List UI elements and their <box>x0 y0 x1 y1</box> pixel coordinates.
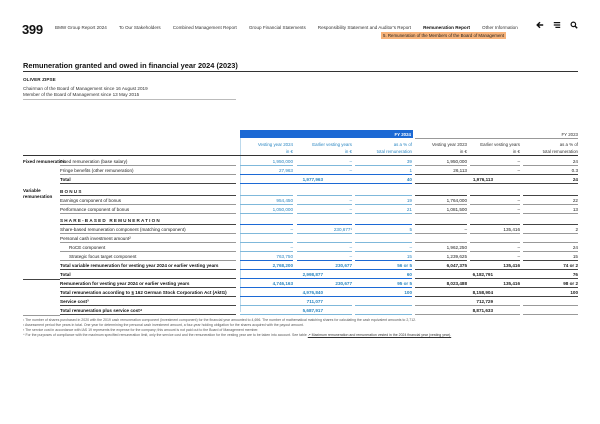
nav-link-management-report[interactable]: Combined Management Report <box>172 25 237 30</box>
table-row-total-fixed <box>60 175 578 184</box>
col-header-pct-2023 <box>523 141 578 155</box>
row-label: Fixed remuneration (base salary) <box>60 158 128 164</box>
row-label: Share-based remuneration component (matching component) <box>60 226 186 232</box>
toolbar-icons <box>536 21 578 29</box>
cell-vesting-2024: 27,963 <box>278 167 293 173</box>
cell-vesting-2023: 1,239,625 <box>446 253 467 259</box>
cell-earlier-2023: – <box>517 167 520 173</box>
table-bottom-rule <box>23 315 60 316</box>
footnote-3: ³ The service cost in accordance with IAS 19 represents the expense for the company; this amount is not paid out to the Board of Management member. <box>23 328 259 332</box>
cell-vesting-2024: – <box>290 226 293 232</box>
fy-prior-label: FY 2023 <box>561 131 578 137</box>
cell-earlier-2023: 135,416 <box>503 280 520 286</box>
cell-pct-2023: 76 <box>572 271 578 277</box>
cell-pct-2024: 1 <box>409 167 412 173</box>
cell-vesting-2024: 954,450 <box>276 197 293 203</box>
cell-vesting-2024: 1,950,000 <box>272 158 293 164</box>
cell-pct-2023: 2 <box>575 226 578 232</box>
cell-earlier-2023: – <box>517 197 520 203</box>
row-label: Earnings component of bonus <box>60 197 122 203</box>
cell-rule <box>355 314 412 315</box>
col-header-line2: in € <box>285 149 293 155</box>
cell-earlier-2024: 230,677 <box>335 262 352 268</box>
row-rule <box>60 314 236 315</box>
cell-vesting-2024-total: 2,998,877 <box>302 271 323 277</box>
row-rule <box>60 213 236 214</box>
table-subhead-bonus <box>60 187 578 196</box>
cell-earlier-2023: – <box>517 158 520 164</box>
cell-pct-2023: 24 <box>572 244 578 250</box>
cell-vesting-2023: 1,764,000 <box>446 197 467 203</box>
table-row-performance-bonus <box>60 205 578 214</box>
nav-link-financial-statements[interactable]: Group Financial Statements <box>248 25 306 30</box>
cell-pct-2023: 24 <box>572 158 578 164</box>
col-header-pct-2024 <box>355 141 412 155</box>
cell-earlier-2024: – <box>349 167 352 173</box>
cell-vesting-2024: 1,050,000 <box>272 206 293 212</box>
footnote-2: ² Assessment period five years in total. One year for determining the personal cash investment amount, a four-year holding obligation for the shares acquired with the payout amount. <box>23 323 304 327</box>
row-rule <box>60 183 236 184</box>
cell-earlier-2024: – <box>349 253 352 259</box>
cell-pct-2023: 13 <box>572 206 578 212</box>
fy-current-header <box>240 130 413 138</box>
cell-rule <box>415 183 578 184</box>
col-header-line1: Vesting year 2023 <box>431 142 467 147</box>
cell-rule <box>523 213 578 214</box>
back-arrow-icon[interactable] <box>536 21 544 29</box>
row-label: Service cost³ <box>60 298 89 304</box>
row-label: Total <box>60 176 71 182</box>
table-row-total-plus-service-cost <box>60 306 578 315</box>
col-header-vesting-2024 <box>240 141 293 155</box>
col-header-vesting-2023 <box>415 141 467 155</box>
cell-vesting-2023: 1,950,000 <box>446 158 467 164</box>
cell-rule <box>355 213 412 214</box>
table-row-matching-component <box>60 225 578 234</box>
cell-earlier-2023: 135,416 <box>503 226 520 232</box>
table-row-total-variable <box>60 261 578 270</box>
cell-vesting-2024-total: 711,077 <box>306 298 323 304</box>
cell-pct-2024: 21 <box>406 206 412 212</box>
cell-vesting-2023-total: 712,729 <box>476 298 493 304</box>
cell-earlier-2023: 135,416 <box>503 262 520 268</box>
cell-rule <box>415 213 467 214</box>
cell-pct-2023: 0.3 <box>571 167 578 173</box>
search-icon[interactable] <box>570 21 578 29</box>
cell-pct-2024: 95 or 5 <box>397 280 412 286</box>
variable-group-rule <box>23 279 60 280</box>
row-label: Personal cash investment amount² <box>60 235 131 241</box>
cell-earlier-2023: – <box>517 244 520 250</box>
cell-rule <box>415 314 520 315</box>
cell-vesting-2024: – <box>290 244 293 250</box>
cell-earlier-2024: – <box>349 206 352 212</box>
table-row-total-aktg <box>60 288 578 297</box>
col-header-line1: as a % of <box>559 142 578 147</box>
footnote-1: ¹ The number of shares purchased in 2020 with the 2019 cash remuneration component (investment component) for the financial year amounted to 4,696. The number of mathematical matching shares for calculating the cash equivalent amounts to 2,712. <box>23 318 417 322</box>
nav-link-other-information[interactable]: Other Information <box>482 25 518 30</box>
cell-pct-2023: 24 <box>572 176 578 182</box>
row-label: Total remuneration plus service cost⁴ <box>60 307 143 313</box>
cell-earlier-2023: – <box>517 253 520 259</box>
member-role-chairman: Chairman of the Board of Management since 16 August 2019 <box>23 86 148 91</box>
nav-link-stakeholders[interactable]: To Our Stakeholders <box>118 25 161 30</box>
col-header-line2: total remuneration <box>542 149 578 155</box>
header-bottom-rule <box>23 155 578 156</box>
cell-pct-2023: 74 or 2 <box>563 262 578 268</box>
table-row-earnings-bonus <box>60 196 578 205</box>
table-row-roce-component <box>60 243 578 252</box>
cell-vesting-2023-total: 8,158,904 <box>472 289 493 295</box>
col-header-line2: in € <box>512 149 520 155</box>
cell-pct-2024: 100 <box>404 289 412 295</box>
footnote-4-text: ⁴ For the purposes of compliance with the maximum specified remuneration limit, only the service cost and the remuneration for the vesting year are to be taken into account. See table <box>23 333 307 337</box>
col-header-line1: as a % of <box>393 142 412 147</box>
cell-pct-2024: 5 <box>409 226 412 232</box>
nav-link-group-report[interactable]: BMW Group Report 2024 <box>55 25 107 30</box>
table-row-service-cost <box>60 297 578 306</box>
fy-prior-header <box>415 130 578 138</box>
col-header-line1: Earlier vesting years <box>312 142 352 147</box>
member-role-member: Member of the Board of Management since 13 May 2015 <box>23 92 140 97</box>
page-number: 399 <box>22 22 43 37</box>
breadcrumb-current-section[interactable]: 5. Remuneration of the Members of the Board of Management <box>383 33 505 38</box>
group-label-fixed: Fixed remuneration <box>23 159 66 164</box>
cell-vesting-2023: 8,023,488 <box>446 280 467 286</box>
table-row-fringe-benefits <box>60 166 578 175</box>
footnote-link-max-remuneration[interactable]: ↗ Maximum remuneration and remuneration vested in the 2024 financial year (vesting year). <box>307 333 452 337</box>
table-row-strategic-focus <box>60 252 578 261</box>
row-label: Strategic focus target component <box>69 253 137 259</box>
cell-pct-2024: 15 <box>406 253 412 259</box>
cell-pct-2023: 22 <box>572 197 578 203</box>
cell-earlier-2024: – <box>349 158 352 164</box>
table-row-base-salary <box>60 157 578 166</box>
cell-rule <box>240 183 412 184</box>
col-header-line2: in € <box>459 149 467 155</box>
fy-prior-divider <box>415 138 578 139</box>
cell-vesting-2024-total: 5,687,917 <box>302 307 323 313</box>
cell-vesting-2024-total: 4,976,840 <box>302 289 323 295</box>
nav-link-responsibility-statement[interactable]: Responsibility Statement and Auditor's Report <box>317 25 412 30</box>
section-nav <box>55 25 530 30</box>
col-header-earlier-2023 <box>470 141 520 155</box>
role-divider <box>23 99 236 100</box>
cell-vesting-2024-total: 1,977,963 <box>302 176 323 182</box>
cell-rule <box>297 213 352 214</box>
cell-pct-2024: 40 <box>406 176 412 182</box>
cell-vesting-2023: – <box>464 226 467 232</box>
row-label: SHARE-BASED REMUNERATION <box>60 217 161 223</box>
cell-earlier-2024: 230,677 <box>335 280 352 286</box>
cell-vesting-2024: 2,768,200 <box>272 262 293 268</box>
row-label: BONUS <box>60 188 83 194</box>
cell-earlier-2024: – <box>349 197 352 203</box>
menu-icon[interactable] <box>553 21 561 29</box>
section-title: Remuneration granted and owed in financial year 2024 (2023) <box>23 61 238 70</box>
cell-vesting-2024: 4,746,163 <box>272 280 293 286</box>
member-name: OLIVER ZIPSE <box>23 77 56 82</box>
group-label-variable: Variable remuneration <box>23 188 53 199</box>
cell-vesting-2023-total: 1,976,113 <box>472 176 493 182</box>
table-row-personal-cash-investment <box>60 234 578 243</box>
cell-vesting-2024: 763,750 <box>276 253 293 259</box>
cell-pct-2023: 98 or 2 <box>563 280 578 286</box>
row-label: Fringe benefits (other remuneration) <box>60 167 134 173</box>
cell-vesting-2023: 1,081,500 <box>446 206 467 212</box>
cell-pct-2024: 39 <box>406 158 412 164</box>
cell-pct-2023: 15 <box>572 253 578 259</box>
table-row-total-variable-sum <box>60 270 578 279</box>
cell-pct-2024: 19 <box>406 197 412 203</box>
title-divider <box>23 71 578 72</box>
col-header-line1: Earlier vesting years <box>480 142 520 147</box>
nav-link-remuneration-report[interactable]: Remuneration Report <box>423 25 471 30</box>
row-label: Performance component of bonus <box>60 206 130 212</box>
cell-rule <box>240 314 352 315</box>
top-navigation-bar <box>0 0 600 50</box>
cell-rule <box>470 213 520 214</box>
cell-pct-2024: – <box>409 244 412 250</box>
table-subhead-share-based <box>60 216 578 225</box>
col-header-earlier-2024 <box>297 141 352 155</box>
cell-vesting-2023: 26,113 <box>453 167 467 173</box>
row-label: Total <box>60 271 71 277</box>
cell-rule <box>523 314 578 315</box>
cell-vesting-2023: 1,962,250 <box>446 244 467 250</box>
row-label: RoCE component <box>69 244 106 250</box>
col-header-line2: total remuneration <box>376 149 412 155</box>
cell-rule <box>240 213 293 214</box>
cell-vesting-2023: 6,047,375 <box>446 262 467 268</box>
row-label: Total remuneration according to § 162 German Stock Corporation Act (AktG) <box>60 289 227 295</box>
row-label: Total variable remuneration for vesting year 2024 or earlier vesting years <box>60 262 219 268</box>
cell-earlier-2024: 230,677¹ <box>333 226 352 232</box>
table-row-remuneration-vesting <box>60 279 578 288</box>
footnote-4 <box>23 333 451 337</box>
cell-pct-2024: 56 or 5 <box>397 262 412 268</box>
row-label: Remuneration for vesting year 2024 or earlier vesting years <box>60 280 190 286</box>
cell-pct-2024: 60 <box>406 271 412 277</box>
col-header-line2: in € <box>344 149 352 155</box>
fy-current-label: FY 2024 <box>394 131 411 137</box>
cell-vesting-2023-total: 8,871,633 <box>472 307 493 313</box>
col-header-line1: Vesting year 2024 <box>257 142 293 147</box>
cell-pct-2023: 100 <box>570 289 578 295</box>
cell-vesting-2023-total: 6,182,791 <box>472 271 493 277</box>
cell-earlier-2024: – <box>349 244 352 250</box>
cell-earlier-2023: – <box>517 206 520 212</box>
